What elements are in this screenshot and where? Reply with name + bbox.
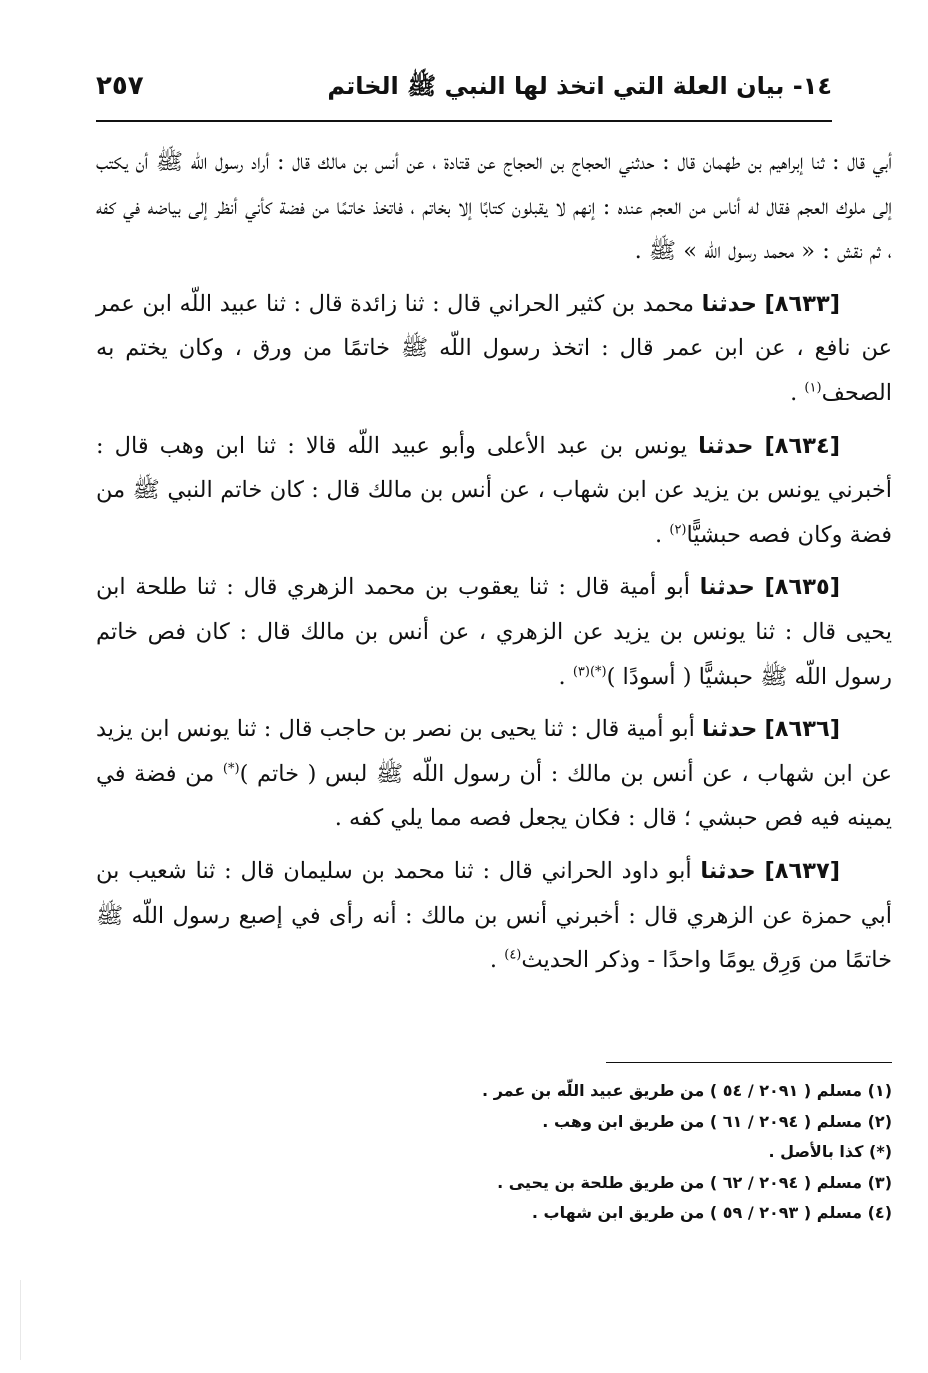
hadith-tail: من فضة في يمينه فيه فص حبشي ؛ قال : فكان يجعل فصه مما يلي كفه . — [96, 760, 892, 832]
footnotes — [300, 1076, 892, 1229]
hadith-entry — [96, 849, 892, 983]
footnote-item: (٤) مسلم ( ٢٠٩٣ / ٥٩ ) من طريق ابن شهاب . — [531, 1203, 892, 1222]
paragraph-text: أبي قال : ثنا إبراهيم بن طهمان قال : حدثني الحجاج بن الحجاج عن قتادة ، عن أنس بن مالك قال : أراد رسول اللّه ﷺ أن يكتب إلى ملوك العجم فقال له أناس من العجم عنده : إنهم لا يقبلون كتابًا إلا بخاتم ، فاتخذ خاتمًا من فضة كأني أنظر إلى بياضه في كفه ، ثم نقش : « محمد رسول اللّه » ﷺ . — [96, 149, 892, 265]
footnote-item: (١) مسلم ( ٢٠٩١ / ٥٤ ) من طريق عبيد اللّه بن عمر . — [482, 1081, 892, 1100]
paragraph-continuation — [96, 140, 892, 274]
hadith-number: [٨٦٣٧] — [764, 857, 840, 884]
header-divider — [96, 120, 832, 122]
hadith-tail: . — [558, 663, 573, 690]
hadith-lead-word: حدثنا — [701, 290, 757, 317]
hadith-tail: . — [655, 521, 670, 548]
footnote-item: (٣) مسلم ( ٢٠٩٤ / ٦٢ ) من طريق طلحة بن يحيى . — [497, 1172, 892, 1192]
page-header — [96, 68, 832, 108]
footnote-item: (٢) مسلم ( ٢٠٩٤ / ٦١ ) من طريق ابن وهب . — [542, 1111, 892, 1131]
hadith-text: أبو أمية قال : ثنا يحيى بن نصر بن حاجب قال : ثنا يونس ابن يزيد عن ابن شهاب ، عن أنس بن مالك : أن رسول اللّه ﷺ لبس ( خاتم ) — [96, 716, 892, 787]
hadith-lead-word: حدثنا — [698, 432, 754, 459]
hadith-tail: . — [790, 379, 805, 406]
footnote-ref: (*) — [222, 761, 240, 777]
footnote-item: (*) كذا بالأصل . — [768, 1142, 892, 1161]
hadith-number: [٨٦٣٣] — [764, 290, 841, 317]
footnote-ref: (٤) — [504, 947, 522, 963]
footnote-divider — [606, 1062, 892, 1063]
hadith-number: [٨٦٣٦] — [764, 716, 841, 743]
hadith-entry — [96, 282, 892, 416]
hadith-lead-word: حدثنا — [702, 716, 758, 743]
hadith-text: أبو داود الحراني قال : ثنا محمد بن سليمان قال : ثنا شعيب بن أبي حمزة عن الزهري قال : أخبرني أنس بن مالك : أنه رأى في إصبع رسول اللّه ﷺ خاتمًا من وَرِق يومًا واحدًا - وذكر الحديث — [96, 857, 892, 974]
hadith-number: [٨٦٣٤] — [764, 432, 841, 459]
hadith-text: محمد بن كثير الحراني قال : ثنا زائدة قال : ثنا عبيد اللّه ابن عمر عن نافع ، عن ابن عمر قال : اتخذ رسول اللّه ﷺ خاتمًا من ورق ، وكان يختم به الصحف — [96, 290, 892, 406]
scan-margin-line — [20, 1280, 21, 1360]
hadith-text: يونس بن عبد الأعلى وأبو عبيد اللّه قالا : ثنا ابن وهب قال : أخبرني يونس بن يزيد عن ابن شهاب ، عن أنس بن مالك قال : كان خاتم النبي ﷺ من فضة وكان فصه حبشيًّا — [96, 432, 892, 548]
hadith-tail: . — [489, 947, 505, 974]
hadith-entry — [96, 707, 892, 841]
hadith-lead-word: حدثنا — [700, 857, 756, 884]
hadith-lead-word: حدثنا — [699, 574, 755, 601]
footnote-ref: (*)(٣) — [572, 664, 607, 680]
hadith-entry — [96, 565, 892, 699]
hadith-number: [٨٦٣٥] — [764, 574, 840, 601]
footnote-ref: (١) — [804, 380, 822, 396]
page-number: ٢٥٧ — [96, 71, 144, 101]
footnote-ref: (٢) — [669, 522, 687, 538]
main-text — [96, 140, 892, 983]
chapter-title: ١٤- بيان العلة التي اتخذ لها النبي ﷺ الخاتم — [327, 72, 832, 100]
hadith-entry — [96, 424, 892, 558]
hadith-text: أبو أمية قال : ثنا يعقوب بن محمد الزهري قال : ثنا طلحة ابن يحيى قال : ثنا يونس بن يزيد عن الزهري ، عن أنس بن مالك قال : كان فص خاتم رسول اللّه ﷺ حبشيًّا ( أسودًا ) — [96, 574, 892, 690]
